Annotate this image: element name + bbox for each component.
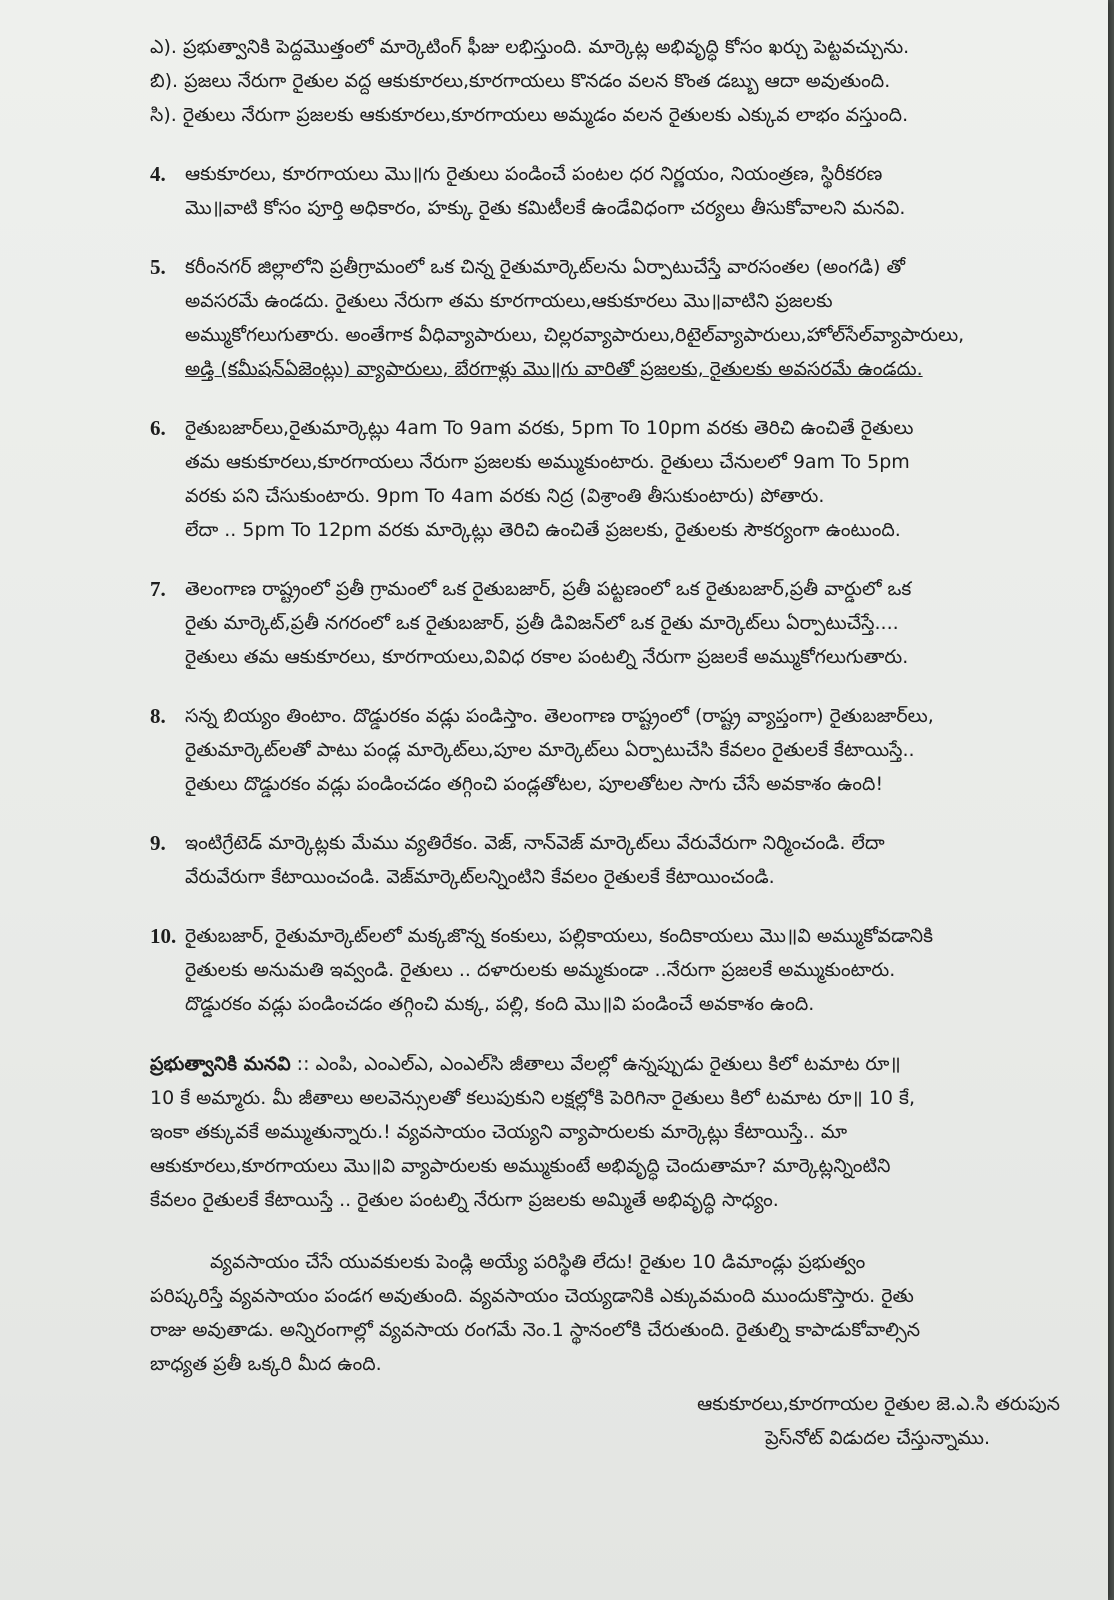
intro-line: ఎ). ప్రభుత్వానికి పెద్దమొత్తంలో మార్కెటింగ్ ఫీజు లభిస్తుంది. మార్కెట్ల అభివృద్ధి కోసం ఖర్చు పెట్టవచ్చును. [150, 36, 910, 58]
appeal-heading: ప్రభుత్వానికి మనవి [150, 1053, 291, 1075]
closing-line: వ్యవసాయం చేసే యువకులకు పెండ్లి అయ్యే పరిస్థితి లేదు! రైతుల 10 డిమాండ్లు ప్రభుత్వం [210, 1251, 866, 1273]
item-line: కరీంనగర్ జిల్లాలోని ప్రతీగ్రామంలో ఒక చిన్న రైతుమార్కెట్‌లను ఏర్పాటుచేస్తే వారసంతల (అంగడి) తో [185, 256, 906, 278]
demand-item-4 [150, 157, 1070, 225]
item-number: 6. [150, 416, 166, 440]
closing-line: పరిష్కరిస్తే వ్యవసాయం పండగ అవుతుంది. వ్యవసాయం చెయ్యడానికి ఎక్కువమంది ముందుకొస్తారు. రైతు [150, 1285, 914, 1307]
appeal-first-line [150, 1047, 1070, 1081]
item-line: దొడ్డురకం వడ్లు పండించడం తగ్గించి మక్క, పల్లి, కంది మొ॥వి పండించే అవకాశం ఉంది. [185, 993, 815, 1015]
demand-item-7 [150, 572, 1070, 674]
item-line: ఆకుకూరలు, కూరగాయలు మొ॥గు రైతులు పండించే పంటల ధర నిర్ణయం, నియంత్రణ, స్థిరీకరణ [185, 163, 883, 185]
intro-points [150, 30, 1070, 132]
item-line: లేదా .. 5pm To 12pm వరకు మార్కెట్లు తెరిచి ఉంచితే ప్రజలకు, రైతులకు సౌకర్యంగా ఉంటుంది. [185, 519, 901, 541]
item-line: అమ్ముకోగలుగుతారు. అంతేగాక వీధివ్యాపారులు, చిల్లరవ్యాపారులు,రిటైల్‌వ్యాపారులు,హోల్‌సేల్‌వ్యాపారులు, [185, 324, 965, 346]
appeal-text: :: ఎంపి, ఎంఎల్ఎ, ఎంఎల్‌సి జీతాలు వేలల్లో ఉన్నప్పుడు రైతులు కిలో టమాట రూ॥ [290, 1053, 901, 1075]
item-line: రైతుబజార్‌లు,రైతుమార్కెట్లు 4am To 9am వరకు, 5pm To 10pm వరకు తెరిచి ఉంచితే రైతులు [185, 417, 914, 439]
demand-item-6 [150, 411, 1070, 547]
item-line: రైతులకు అనుమతి ఇవ్వండి. రైతులు .. దళారులకు అమ్మకుండా ..నేరుగా ప్రజలకే అమ్ముకుంటారు. [185, 959, 896, 981]
item-line: రైతులు దొడ్డురకం వడ్లు పండించడం తగ్గించి పండ్లతోటల, పూలతోటల సాగు చేసే అవకాశం ఉంది! [185, 773, 884, 795]
intro-line: బి). ప్రజలు నేరుగా రైతుల వద్ద ఆకుకూరలు,కూరగాయలు కొనడం వలన కొంత డబ్బు ఆదా అవుతుంది. [150, 70, 891, 92]
item-line: తమ ఆకుకూరలు,కూరగాయలు నేరుగా ప్రజలకు అమ్ముకుంటారు. రైతులు చేనులలో 9am To 5pm [185, 451, 910, 473]
closing-line: బాధ్యత ప్రతీ ఒక్కరి మీద ఉంది. [150, 1353, 382, 1375]
item-line: మొ॥వాటి కోసం పూర్తి అధికారం, హక్కు రైతు కమిటీలకే ఉండేవిధంగా చర్యలు తీసుకోవాలని మనవి. [185, 197, 906, 219]
item-number: 5. [150, 255, 166, 279]
government-appeal [150, 1047, 1070, 1217]
appeal-line: 10 కే అమ్మారు. మీ జీతాలు అలవెన్సులతో కలుపుకుని లక్షల్లోకి పెరిగినా రైతులు కిలో టమాట రూ॥ 10 కే, [150, 1087, 915, 1109]
document-body [150, 30, 1070, 1455]
signature-block [150, 1387, 1070, 1455]
item-line: ఇంటిగ్రేటెడ్ మార్కెట్లకు మేము వ్యతిరేకం. వెజ్, నాన్‌వెజ్ మార్కెట్‌లు వేరువేరుగా నిర్మించండి. లేదా [185, 832, 885, 854]
appeal-line: ఇంకా తక్కువకే అమ్ముతున్నారు.! వ్యవసాయం చెయ్యని వ్యాపారులకు మార్కెట్లు కేటాయిస్తే.. మా [150, 1121, 848, 1143]
item-number: 7. [150, 577, 166, 601]
item-number: 10. [150, 924, 177, 948]
demand-item-5 [150, 250, 1070, 386]
item-line: రైతుమార్కెట్‌లతో పాటు పండ్ల మార్కెట్‌లు,పూల మార్కెట్‌లు ఏర్పాటుచేసి కేవలం రైతులకే కేటాయిస్తే.. [185, 739, 915, 761]
item-line: తెలంగాణ రాష్ట్రంలో ప్రతీ గ్రామంలో ఒక రైతుబజార్, ప్రతీ పట్టణంలో ఒక రైతుబజార్,ప్రతీ వార్డులో ఒక [185, 578, 912, 600]
demand-item-9 [150, 826, 1070, 894]
demand-item-8 [150, 699, 1070, 801]
item-number: 9. [150, 831, 166, 855]
item-line: సన్న బియ్యం తింటాం. దొడ్డురకం వడ్లు పండిస్తాం. తెలంగాణ రాష్ట్రంలో (రాష్ట్ర వ్యాప్తంగా) రైతుబజార్‌లు, [185, 705, 934, 727]
item-number: 4. [150, 162, 166, 186]
signature-line: ఆకుకూరలు,కూరగాయల రైతుల జె.ఎ.సి తరుపున [697, 1393, 1060, 1415]
item-number: 8. [150, 704, 166, 728]
item-line: వేరువేరుగా కేటాయించండి. వెజ్‌మార్కెట్‌లన్నింటిని కేవలం రైతులకే కేటాయించండి. [185, 866, 775, 888]
appeal-line: ఆకుకూరలు,కూరగాయలు మొ॥వి వ్యాపారులకు అమ్ముకుంటే అభివృద్ధి చెందుతామా? మార్కెట్లన్నింటిని [150, 1155, 891, 1177]
appeal-line: కేవలం రైతులకే కేటాయిస్తే .. రైతుల పంటల్ని నేరుగా ప్రజలకు అమ్మితే అభివృద్ధి సాధ్యం. [150, 1189, 779, 1211]
item-line: అడ్తి (కమీషన్‌ఏజెంట్లు) వ్యాపారులు, బేరగాళ్లు మొ॥గు వారితో ప్రజలకు, రైతులకు అవసరమే ఉండదు. [185, 358, 923, 380]
closing-paragraph [150, 1245, 1070, 1381]
item-line: రైతులు తమ ఆకుకూరలు, కూరగాయలు,వివిధ రకాల పంటల్ని నేరుగా ప్రజలకే అమ్ముకోగలుగుతారు. [185, 646, 909, 668]
item-line: రైతుబజార్, రైతుమార్కెట్‌లలో మక్కజొన్న కంకులు, పల్లికాయలు, కందికాయలు మొ॥వి అమ్ముకోవడానికి [185, 925, 934, 947]
item-line: వరకు పని చేసుకుంటారు. 9pm To 4am వరకు నిద్ర (విశ్రాంతి తీసుకుంటారు) పోతారు. [185, 485, 825, 507]
closing-line: రాజు అవుతాడు. అన్నిరంగాల్లో వ్యవసాయ రంగమే నెం.1 స్థానంలోకి చేరుతుంది. రైతుల్ని కాపాడుకోవాల్సిన [150, 1319, 921, 1341]
signature-line: ప్రెస్‌నోట్ విడుదల చేస్తున్నాము. [765, 1427, 990, 1449]
item-line: అవసరమే ఉండదు. రైతులు నేరుగా తమ కూరగాయలు,ఆకుకూరలు మొ॥వాటిని ప్రజలకు [185, 290, 833, 312]
intro-line: సి). రైతులు నేరుగా ప్రజలకు ఆకుకూరలు,కూరగాయలు అమ్మడం వలన రైతులకు ఎక్కువ లాభం వస్తుంది. [150, 104, 909, 126]
demand-item-10 [150, 919, 1070, 1021]
item-line: రైతు మార్కెట్,ప్రతీ నగరంలో ఒక రైతుబజార్, ప్రతీ డివిజన్‌లో ఒక రైతు మార్కెట్‌లు ఏర్పాటుచేస్తే.... [185, 612, 899, 634]
